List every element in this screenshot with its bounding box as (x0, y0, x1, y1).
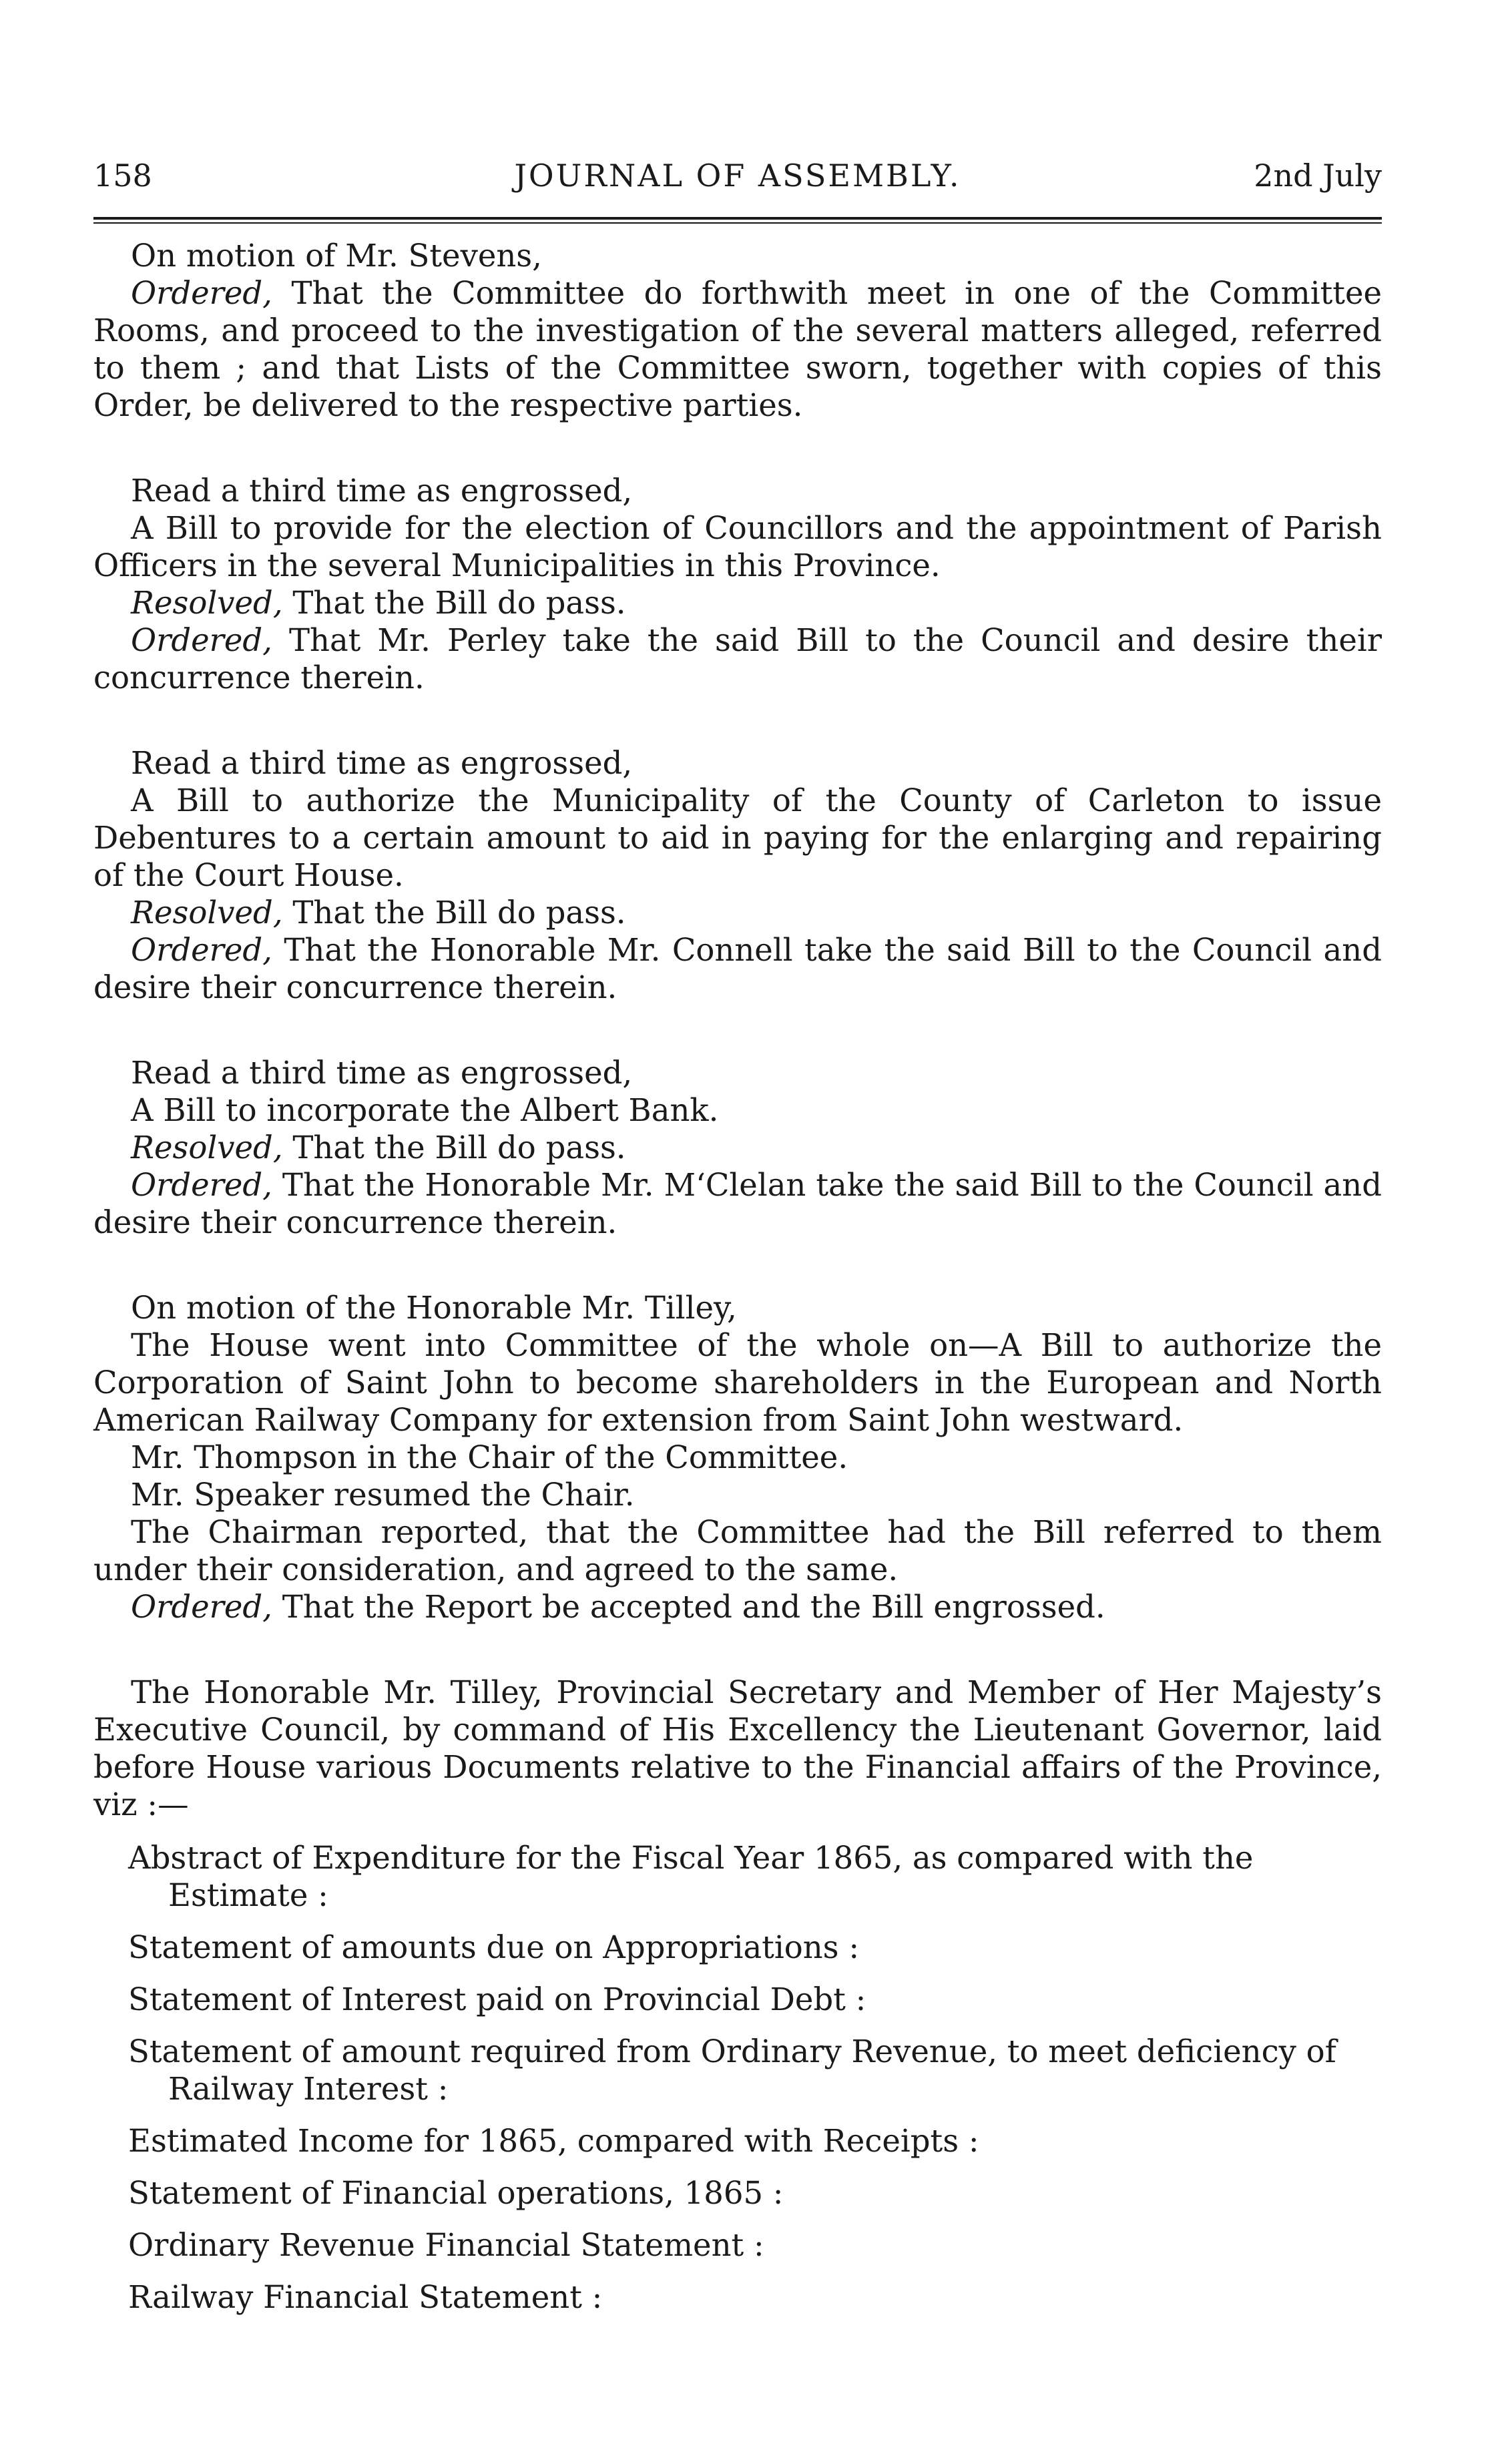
financial-documents-entry (93, 1674, 1382, 2316)
header-rule-thin (93, 222, 1382, 224)
ordered-text: That Mr. Perley take the said Bill to the Council and desire their concurrence therein. (93, 622, 1382, 696)
ordered-label: Ordered, (131, 932, 272, 968)
document-item: Ordinary Revenue Financial Statement : (128, 2227, 764, 2263)
header-date: 2nd July (1254, 158, 1382, 194)
ordered-paragraph (93, 274, 1382, 424)
read-line: Read a third time as engrossed, (131, 1055, 633, 1091)
resolved-text: That the Bill do pass. (282, 1130, 626, 1166)
chairman-report: The Chairman reported, that the Committee had the Bill referred to them under their consideration, and agreed to the same. (93, 1514, 1382, 1587)
document-item: Statement of amounts due on Appropriations : (128, 1929, 859, 1965)
document-item: Statement of Interest paid on Provincial Debt : (128, 1981, 866, 2017)
ordered-paragraph (93, 1166, 1382, 1241)
document-item: Statement of Financial operations, 1865 : (128, 2175, 784, 2211)
resolved-paragraph (93, 584, 1382, 622)
committee-paragraph: The House went into Committee of the whole on—A Bill to authorize the Corporation of Saint John to become shareholders in the European and North American Railway Company for extension from Saint John westward. (93, 1327, 1382, 1438)
tilley-committee-entry (93, 1289, 1382, 1626)
ordered-text: That the Report be accepted and the Bill engrossed. (272, 1589, 1105, 1625)
motion-line: On motion of the Honorable Mr. Tilley, (131, 1290, 737, 1326)
ordered-label: Ordered, (131, 622, 272, 658)
bill-title: A Bill to authorize the Municipality of the County of Carleton to issue Debentures to a certain amount to aid in paying for the enlarging and repairing of the Court House. (93, 782, 1382, 893)
ordered-text: That the Committee do forthwith meet in one of the Committee Rooms, and proceed to the investigation of the several matters alleged, referred to them ; and that Lists of the Committee sworn, together with copies of this Order, be delivered to the respective parties. (93, 275, 1382, 423)
stevens-motion-entry (93, 237, 1382, 424)
resolved-label: Resolved, (131, 585, 283, 621)
running-header (93, 152, 1382, 199)
bill-title: A Bill to incorporate the Albert Bank. (131, 1092, 719, 1128)
councillors-bill-entry (93, 472, 1382, 696)
resolved-text: That the Bill do pass. (282, 895, 626, 931)
resolved-label: Resolved, (131, 1130, 283, 1166)
ordered-label: Ordered, (131, 1589, 272, 1625)
documents-intro: The Honorable Mr. Tilley, Provincial Secretary and Member of Her Majesty’s Executive Council, by command of His Excellency the Lieutenant Governor, laid before House various Documents relative to the Financial affairs of the Province, viz :— (93, 1674, 1382, 1822)
document-item: Abstract of Expenditure for the Fiscal Year 1865, as compared with the Estimate : (128, 1840, 1254, 1913)
document-item: Estimated Income for 1865, compared with Receipts : (128, 2123, 979, 2159)
resolved-label: Resolved, (131, 895, 283, 931)
albert-bank-bill-entry (93, 1054, 1382, 1241)
chair-line: Mr. Thompson in the Chair of the Committee. (131, 1439, 848, 1475)
ordered-paragraph (93, 1588, 1382, 1626)
bill-title: A Bill to provide for the election of Councillors and the appointment of Parish Officers in the several Municipalities in this Province. (93, 510, 1382, 583)
ordered-text: That the Honorable Mr. M‘Clelan take the said Bill to the Council and desire their concurrence therein. (93, 1167, 1382, 1240)
ordered-paragraph (93, 622, 1382, 696)
journal-title: JOURNAL OF ASSEMBLY. (514, 158, 961, 194)
ordered-paragraph (93, 931, 1382, 1006)
read-line: Read a third time as engrossed, (131, 745, 633, 781)
ordered-text: That the Honorable Mr. Connell take the said Bill to the Council and desire their concurrence therein. (93, 932, 1382, 1005)
resolved-paragraph (93, 894, 1382, 931)
document-item: Railway Financial Statement : (128, 2279, 603, 2315)
ordered-label: Ordered, (131, 1167, 272, 1203)
header-rule (93, 217, 1382, 220)
resolved-text: That the Bill do pass. (282, 585, 626, 621)
page-number: 158 (93, 158, 152, 194)
journal-body (93, 237, 1382, 2330)
read-line: Read a third time as engrossed, (131, 473, 633, 509)
document-item: Statement of amount required from Ordinary Revenue, to meet deficiency of Railway Interest : (128, 2033, 1336, 2107)
speaker-line: Mr. Speaker resumed the Chair. (131, 1477, 635, 1513)
resolved-paragraph (93, 1129, 1382, 1166)
documents-list (93, 1839, 1382, 2316)
ordered-label: Ordered, (131, 275, 272, 311)
motion-line: On motion of Mr. Stevens, (131, 238, 542, 274)
carleton-bill-entry (93, 744, 1382, 1006)
